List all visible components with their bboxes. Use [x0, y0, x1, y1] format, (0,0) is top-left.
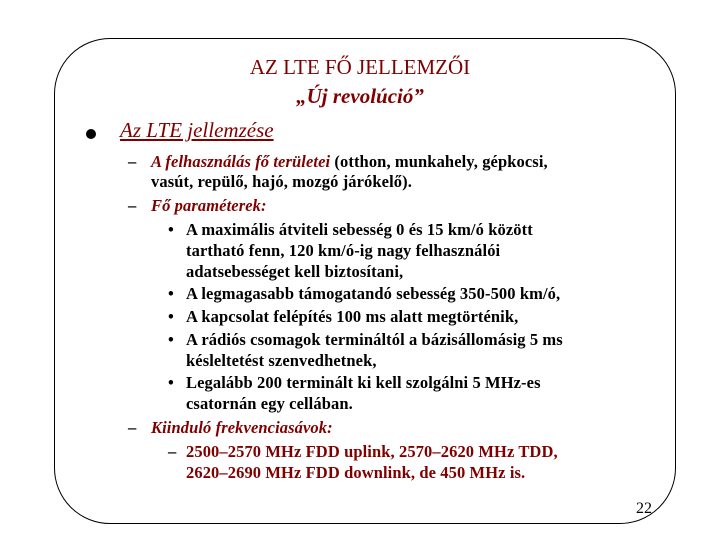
- bands-line-2: 2620–2690 MHz FDD downlink, de 450 MHz is.: [186, 463, 526, 482]
- dash-bullet-icon: –: [128, 196, 137, 215]
- dash-bullet-icon: –: [128, 152, 137, 171]
- bullet-circle-icon: [86, 129, 96, 139]
- usage-label: A felhasználás fő területei: [151, 152, 331, 171]
- param-5-line-2: csatornán egy cellában.: [186, 394, 353, 413]
- page-number: 22: [636, 500, 652, 517]
- usage-line-1: [151, 152, 548, 172]
- param-2-line-1: A legmagasabb támogatandó sebesség 350-500 km/ó,: [186, 284, 561, 303]
- param-1-line-3: adatsebességet kell biztosítani,: [186, 262, 404, 281]
- param-1-line-2: tartható fenn, 120 km/ó-ig nagy felhasználói: [186, 241, 501, 260]
- usage-text-1: (otthon, munkahely, gépkocsi,: [330, 152, 548, 171]
- bullet-dot-icon: •: [168, 220, 174, 239]
- dash-bullet-icon: –: [128, 418, 137, 437]
- bullet-dot-icon: •: [168, 307, 174, 326]
- usage-line-2: vasút, repülő, hajó, mozgó járókelő).: [151, 172, 412, 191]
- param-5-line-1: Legalább 200 terminált ki kell szolgálni 5 MHz-es: [186, 373, 541, 392]
- param-4-line-1: A rádiós csomagok termináltól a bázisállomásig 5 ms: [186, 330, 563, 349]
- section-heading: Az LTE jellemzése: [120, 118, 274, 142]
- param-3-line-1: A kapcsolat felépítés 100 ms alatt megtörténik,: [186, 307, 519, 326]
- bullet-dot-icon: •: [168, 373, 174, 392]
- bands-line-1: 2500–2570 MHz FDD uplink, 2570–2620 MHz TDD,: [186, 442, 558, 461]
- dash-bullet-icon: –: [168, 442, 177, 461]
- slide-subtitle: „Új revolúció”: [296, 84, 424, 108]
- bullet-dot-icon: •: [168, 284, 174, 303]
- param-1-line-1: A maximális átviteli sebesség 0 és 15 km/ó között: [186, 220, 533, 239]
- params-label: Fő paraméterek:: [151, 196, 267, 215]
- bullet-dot-icon: •: [168, 330, 174, 349]
- slide-title: AZ LTE FŐ JELLEMZŐI: [249, 55, 471, 79]
- bands-label: Kiinduló frekvenciasávok:: [151, 418, 333, 437]
- param-4-line-2: késleltetést szenvedhetnek,: [186, 351, 377, 370]
